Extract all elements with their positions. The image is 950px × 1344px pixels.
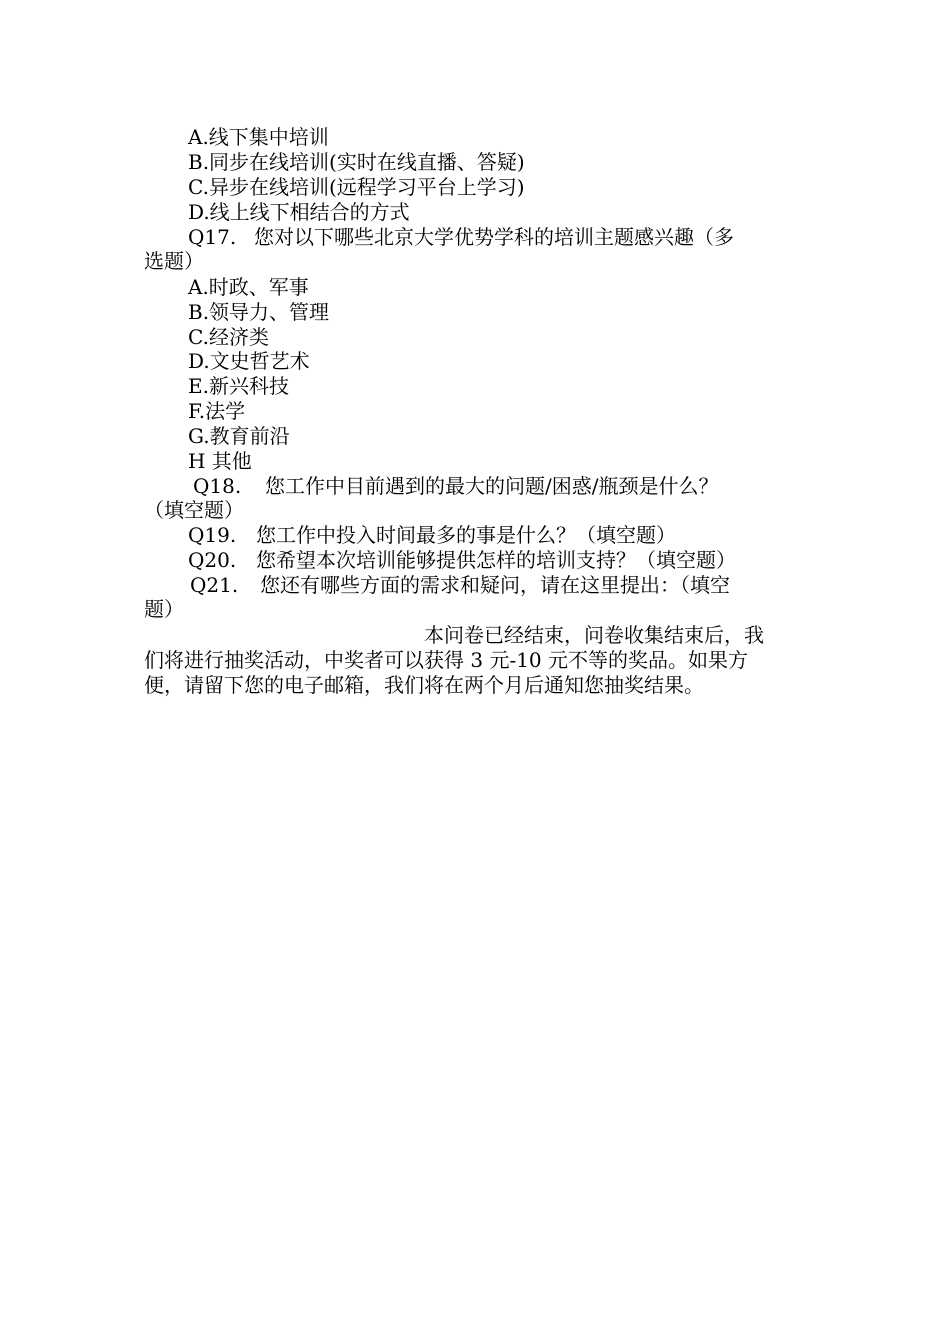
- q19-question: [188, 523, 676, 548]
- q18-text-line1: 您工作中目前遇到的最大的问题/困惑/瓶颈是什么？: [265, 474, 719, 498]
- q17-question: [188, 225, 734, 250]
- closing-line3: 便，请留下您的电子邮箱，我们将在两个月后通知您抽奖结果。: [144, 673, 704, 697]
- q17-text-line1: 您对以下哪些北京大学优势学科的培训主题感兴趣（多: [254, 225, 734, 249]
- closing-line2: 们将进行抽奖活动，中奖者可以获得 3 元-10 元不等的奖品。如果方: [144, 648, 749, 672]
- q16-option-a: A.线下集中培训: [188, 125, 329, 149]
- q16-option-c: C.异步在线培训(远程学习平台上学习): [188, 175, 525, 199]
- q17-option-b: B.领导力、管理: [188, 300, 330, 324]
- q20-text: 您希望本次培训能够提供怎样的培训支持？（填空题）: [256, 548, 736, 572]
- q17-option-d: D.文史哲艺术: [188, 349, 310, 373]
- q19-text: 您工作中投入时间最多的事是什么？（填空题）: [256, 523, 676, 547]
- q17-option-a: A.时政、军事: [188, 275, 309, 299]
- q16-option-b: B.同步在线培训(实时在线直播、答疑): [188, 150, 525, 174]
- q16-option-d: D.线上线下相结合的方式: [188, 200, 410, 224]
- q17-option-e: E.新兴科技: [188, 374, 289, 398]
- q17-option-c: C.经济类: [188, 325, 269, 349]
- q21-question: [190, 573, 730, 598]
- q21-text-line2: 题）: [144, 597, 184, 621]
- q17-text-line2: 选题）: [144, 249, 204, 273]
- q21-number: Q21.: [190, 573, 239, 597]
- q17-option-h: H 其他: [188, 449, 252, 473]
- q19-number: Q19.: [188, 523, 237, 547]
- q18-question: [193, 474, 718, 499]
- q20-question: [188, 548, 736, 573]
- q17-number: Q17.: [188, 225, 237, 249]
- closing-line1: 本问卷已经结束，问卷收集结束后，我: [424, 623, 764, 647]
- q17-option-f: F.法学: [188, 399, 246, 423]
- q18-number: Q18.: [193, 474, 242, 498]
- q21-text-line1: 您还有哪些方面的需求和疑问，请在这里提出：（填空: [260, 573, 730, 597]
- q18-text-line2: （填空题）: [144, 498, 244, 522]
- q17-option-g: G.教育前沿: [188, 424, 290, 448]
- q20-number: Q20.: [188, 548, 237, 572]
